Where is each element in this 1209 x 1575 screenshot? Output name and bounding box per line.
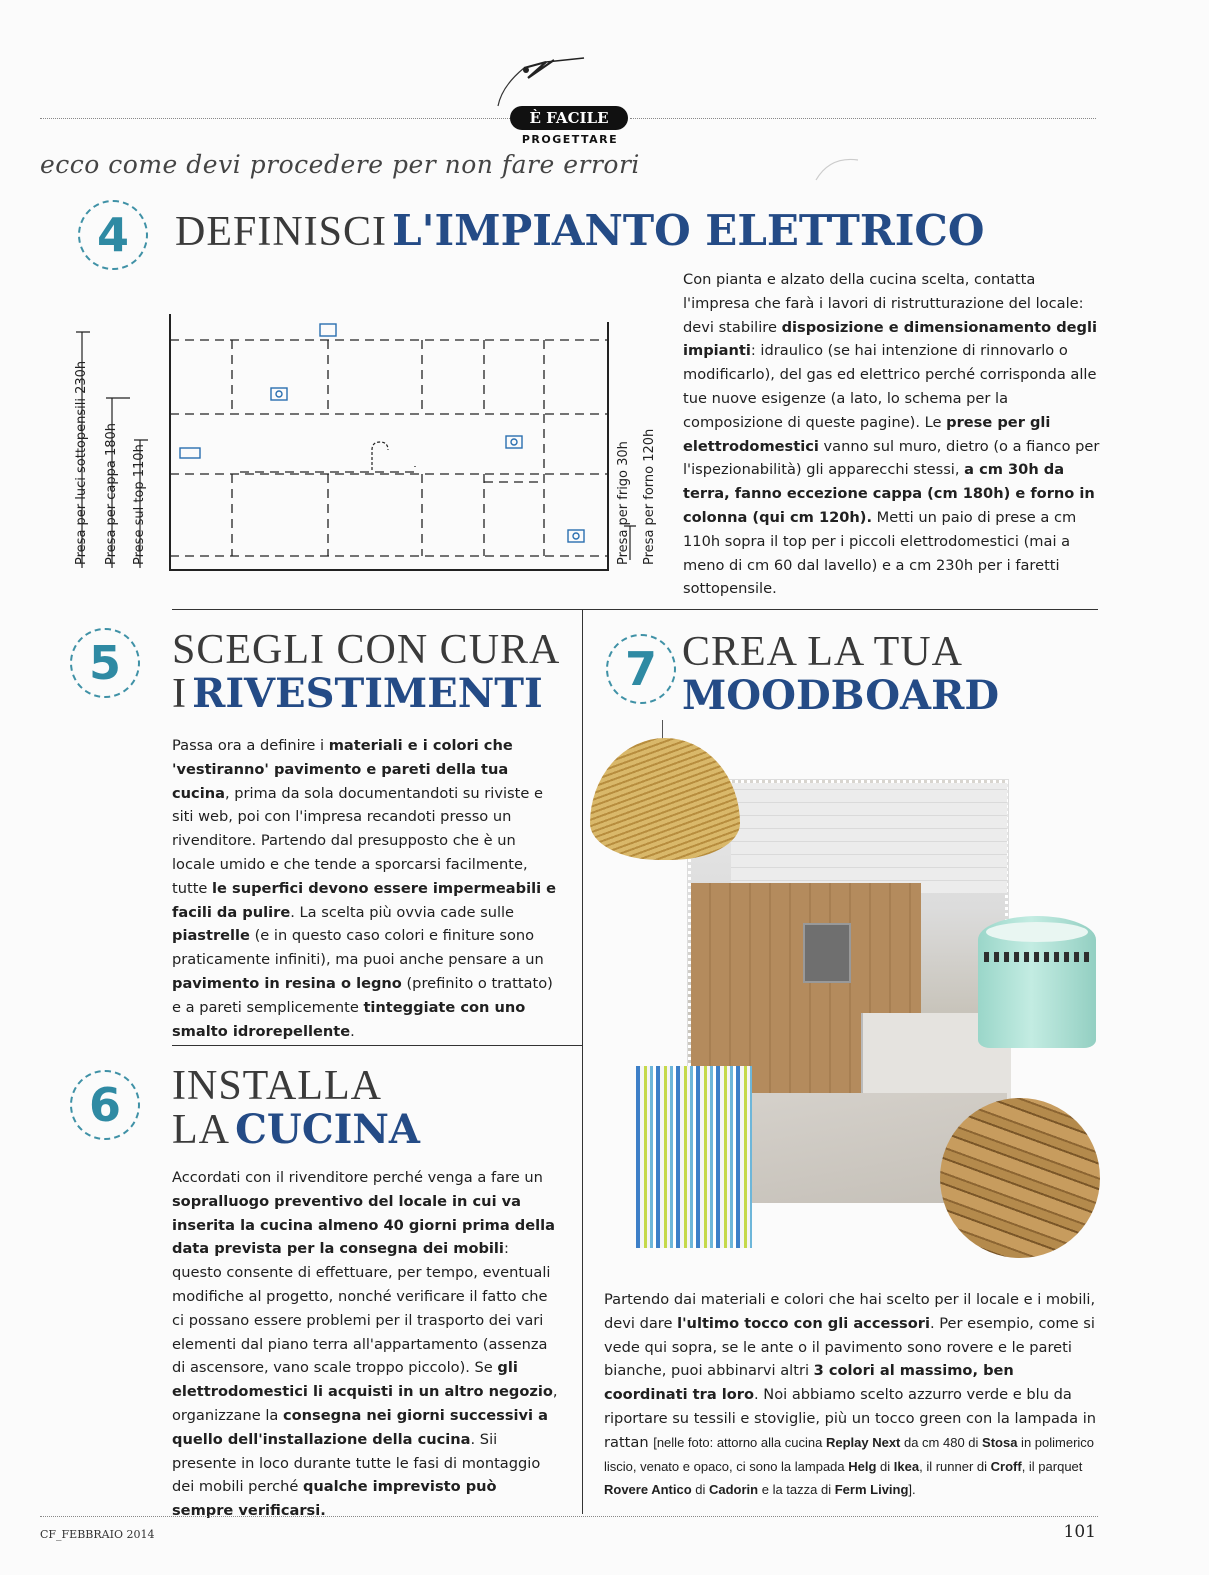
text-run: , il parquet xyxy=(1021,1458,1083,1474)
divider-5-6 xyxy=(172,1045,582,1046)
text-run: l'ultimo tocco con gli accessori xyxy=(677,1314,930,1332)
rattan-lamp-cord xyxy=(662,720,663,740)
text-run: da cm 480 di xyxy=(900,1434,983,1450)
text-run: in polimerico liscio, venato e opaco, ci sono la lampada xyxy=(604,1434,1095,1474)
electrical-diagram xyxy=(60,300,675,580)
text-run: pavimento in resina o legno xyxy=(172,974,402,992)
section7-body-text xyxy=(604,1291,1096,1451)
label-top: Prese sul top 110h xyxy=(132,444,147,565)
section7-title xyxy=(682,630,999,718)
text-run: Con pianta e alzato della cucina scelta, contatta l'impresa che farà i lavori di ristrutturazione del locale: devi stabilire xyxy=(683,271,1084,336)
text-run: : idraulico (se hai intenzione di rinnovarlo o modificarlo), del gas ed elettrico perché corrisponda alle tue nuove esigenze (a lato, lo schema per la composizione di queste pagine). Le xyxy=(683,342,1097,431)
striped-runner xyxy=(636,1066,752,1248)
text-run: . Sii presente in loco durante tutte le fasi di montaggio dei mobili perché xyxy=(172,1430,541,1496)
section7-number-badge xyxy=(606,634,676,704)
text-run: Cadorin xyxy=(709,1482,759,1498)
label-frigo: Presa per frigo 30h xyxy=(616,441,631,565)
section7-caption xyxy=(604,1435,1094,1498)
section6-body xyxy=(172,1166,562,1523)
section5-title-light2: I xyxy=(172,671,187,717)
text-run: disposizione e dimensionamento degli impianti xyxy=(683,318,1098,360)
text-run: e la tazza di xyxy=(758,1482,835,1498)
section6-title-bold: CUCINA xyxy=(235,1106,420,1153)
section4-title-light: DEFINISCI xyxy=(175,209,388,255)
text-run: qualche imprevisto può sempre verificarsi. xyxy=(172,1478,497,1520)
text-run: 3 colori al massimo, ben coordinati tra loro xyxy=(604,1362,1014,1404)
text-run: prese per gli elettrodomestici xyxy=(683,413,1051,455)
kitchen-oven xyxy=(803,923,851,983)
section7-number: 7 xyxy=(624,642,657,696)
diagram-drawing xyxy=(60,300,675,580)
text-run: , organizzane la xyxy=(172,1383,558,1424)
text-run: Ferm Living xyxy=(834,1482,909,1498)
text-run: a cm 30h da terra, fanno eccezione cappa (cm 180h) e forno in colonna (qui cm 120h). xyxy=(683,461,1095,526)
text-run: piastrelle xyxy=(172,927,250,945)
tagline: ecco come devi procedere per non fare errori xyxy=(40,150,640,179)
label-forno: Presa per forno 120h xyxy=(642,428,657,565)
section5-title-light: SCEGLI CON CURA xyxy=(172,627,561,673)
section5-body xyxy=(172,734,562,1043)
footer-rule xyxy=(40,1516,1098,1517)
label-luci: Presa per luci sottopensili 230h xyxy=(74,360,89,565)
text-run: : questo consente di effettuare, per tempo, eventuali modifiche al progetto, nonché verificare il fatto che ci possano essere problemi per il trasporto dei vari elementi dal piano terra all'appartamento (assenza di ascensore, vano scale troppo piccolo). Se xyxy=(172,1240,551,1377)
text-run: Stosa xyxy=(982,1434,1018,1450)
divider-4-5 xyxy=(172,609,1098,610)
text-run: tinteggiate con uno smalto idrorepellente xyxy=(172,998,526,1040)
text-run: Passa ora a definire i xyxy=(172,737,329,754)
top-rule-left xyxy=(40,118,510,119)
section5-number: 5 xyxy=(88,636,121,690)
mint-cup xyxy=(978,916,1096,1048)
text-run: Helg xyxy=(848,1458,877,1474)
text-run: Ikea xyxy=(893,1458,920,1474)
section6-title-light2: LA xyxy=(172,1107,230,1153)
mint-cup-pattern xyxy=(984,952,1090,962)
header-badge xyxy=(510,106,628,130)
section5-title-bold: RIVESTIMENTI xyxy=(192,670,543,717)
page-number: 101 xyxy=(1063,1522,1096,1542)
text-run: le superfici devono essere impermeabili e facili da pulire xyxy=(172,879,557,921)
mint-cup-rim xyxy=(986,922,1088,942)
text-run: Replay Next xyxy=(825,1434,901,1450)
text-run: Rovere Antico xyxy=(604,1482,692,1498)
text-run: materiali e i colori che 'vestiranno' pavimento e pareti della tua cucina xyxy=(172,737,513,802)
header-badge-label: È FACILE xyxy=(529,109,609,127)
section7-title-light: CREA LA TUA xyxy=(682,629,963,675)
text-run: vanno sul muro, dietro (o a fianco per l'ispezionabilità) gli apparecchi stessi, xyxy=(683,437,1100,479)
text-run: , il runner di xyxy=(919,1458,991,1474)
text-run: Accordati con il rivenditore perché venga a fare un xyxy=(172,1169,543,1186)
section6-title xyxy=(172,1064,420,1160)
wood-floor-sample xyxy=(940,1098,1100,1258)
section7-title-bold: MOODBOARD xyxy=(682,672,1000,719)
section4-body xyxy=(683,268,1103,601)
text-run: ]. xyxy=(908,1482,916,1498)
text-run: di xyxy=(876,1458,894,1474)
text-run: sopralluogo preventivo del locale in cui va inserita la cucina almeno 40 giorni prima della data prevista per la consegna dei mobili xyxy=(172,1192,555,1258)
text-run: di xyxy=(691,1482,709,1498)
section6-number-badge xyxy=(70,1070,140,1140)
moodboard xyxy=(590,720,1110,1260)
decorative-swirl xyxy=(812,150,862,184)
text-run: Partendo dai materiali e colori che hai scelto per il locale e i mobili, devi dare xyxy=(604,1291,1096,1332)
section6-number: 6 xyxy=(88,1078,121,1132)
text-run: Metti un paio di prese a cm 110h sopra il top per i piccoli elettrodomestici (mai a meno di cm 60 dal lavello) e a cm 230h per i faretti sottopensile. xyxy=(683,508,1077,598)
text-run: . Noi abbiamo scelto azzurro verde e blu da riportare su tessili e stoviglie, più un tocco green con la lampada in rattan xyxy=(604,1386,1097,1451)
text-run: gli elettrodomestici li acquisti in un altro negozio xyxy=(172,1359,553,1401)
section4-number-badge xyxy=(78,200,148,270)
section4-title xyxy=(175,206,984,256)
rattan-lamp xyxy=(590,738,740,860)
section5-title xyxy=(172,628,560,724)
text-run: . La scelta più ovvia cade sulle xyxy=(290,903,515,921)
text-run: (prefinito o trattato) e a pareti semplicemente xyxy=(172,974,553,1016)
label-cappa: Presa per cappa 180h xyxy=(104,422,119,565)
text-run: , prima da sola documentandoti su riviste e siti web, poi con l'impresa recandoti presso un rivenditore. Partendo dal presupposto che è un locale umido e che tende a sporcarsi facilmente, tutte xyxy=(172,784,543,897)
text-run: . Per esempio, come si vede qui sopra, se le ante o il pavimento sono rovere e le pareti bianche, puoi abbinarvi altri xyxy=(604,1314,1095,1380)
section6-title-light: INSTALLA xyxy=(172,1063,382,1109)
text-run: (e in questo caso colori e finiture sono praticamente infiniti), ma puoi anche pensare a un xyxy=(172,927,544,969)
text-run: . xyxy=(350,1022,355,1040)
footer-left: CF_FEBBRAIO 2014 xyxy=(40,1528,155,1541)
column-divider xyxy=(582,609,583,1514)
top-rule-right xyxy=(630,118,1096,119)
section5-number-badge xyxy=(70,628,140,698)
text-run: Croff xyxy=(990,1458,1022,1474)
kitchen-wall-tiles xyxy=(731,783,1007,893)
text-run: consegna nei giorni successivi a quello dell'installazione della cucina xyxy=(172,1406,548,1448)
section4-title-bold: L'IMPIANTO ELETTRICO xyxy=(392,206,985,255)
section4-number: 4 xyxy=(96,208,129,262)
section7-body xyxy=(604,1288,1100,1502)
header-badge-sub: PROGETTARE xyxy=(521,133,619,146)
text-run: [nelle foto: attorno alla cucina xyxy=(653,1434,826,1450)
